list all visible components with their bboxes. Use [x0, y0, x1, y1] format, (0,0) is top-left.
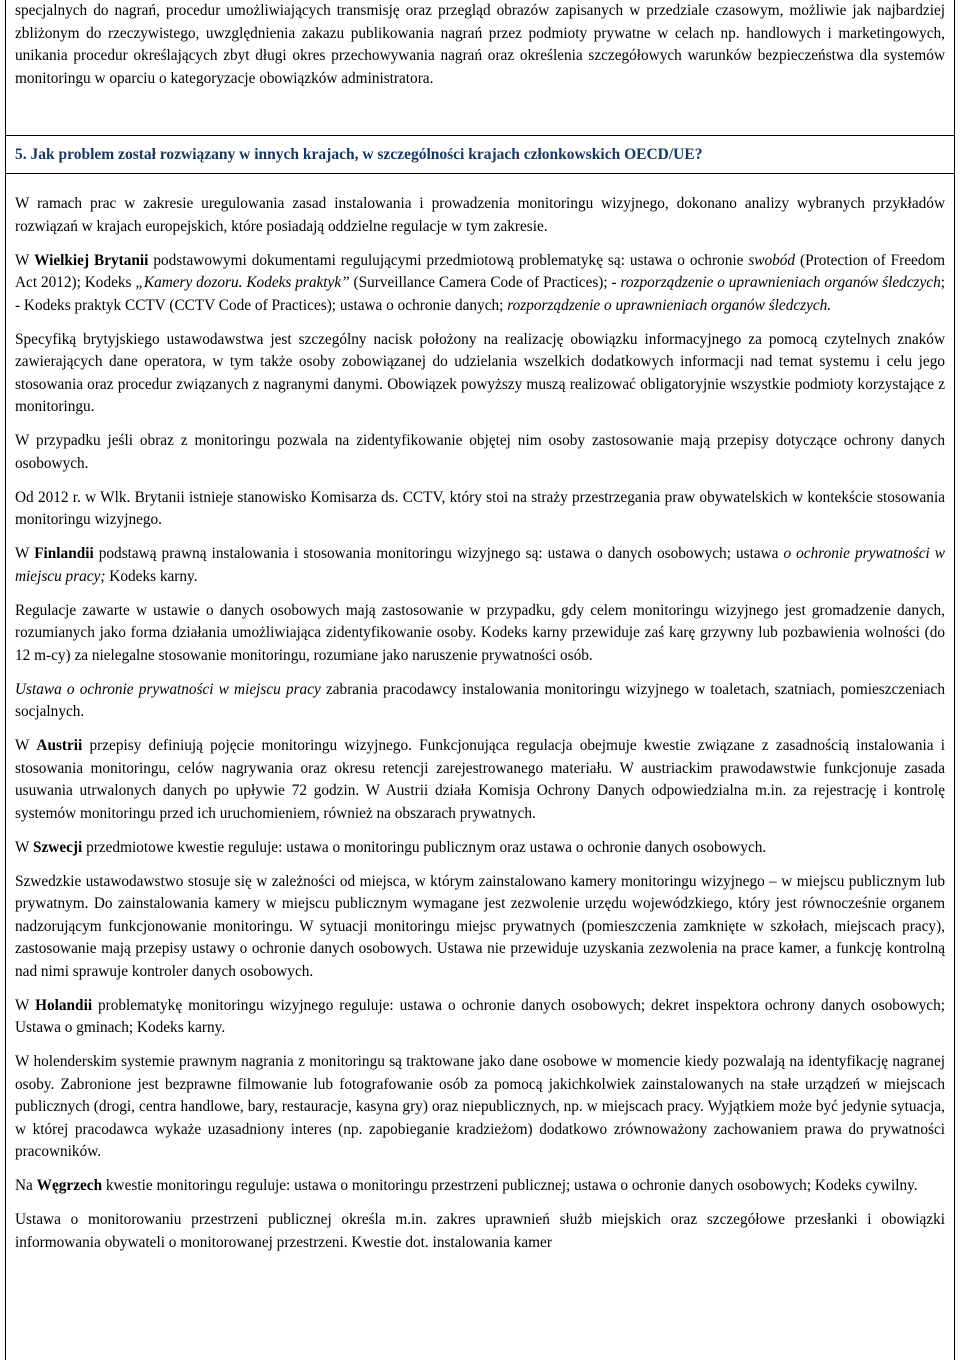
- section-content: [6, 193, 954, 1266]
- text-span: W: [15, 737, 37, 754]
- paragraph-sweden: [15, 837, 945, 860]
- text-span: ; - Kodeks praktyk CCTV (CCTV Code of Practices); ustawa o ochronie danych;: [15, 274, 945, 314]
- document-frame: [5, 0, 955, 1360]
- italic-span: rozporządzenie o uprawnieniach organów śledczych: [620, 274, 941, 291]
- paragraph-netherlands: [15, 995, 945, 1040]
- country-finland: Finlandii: [34, 545, 94, 562]
- text-span: W: [15, 838, 33, 856]
- paragraph-intro: W ramach prac w zakresie uregulowania zasad instalowania i prowadzenia monitoringu wizyjnego, dokonano analizy wybranych przykładów rozwiązań w krajach europejskich, które posiadają oddzielne regulacje w tym zakresie.: [15, 195, 945, 235]
- text-span: podstawowymi dokumentami regulującymi przedmiotową problematykę są: ustawa o ochronie: [148, 251, 749, 269]
- paragraph-finland-regulations: Regulacje zawarte w ustawie o danych osobowych mają zastosowanie w przypadku, gdy celem monitoringu wizyjnego jest gromadzenie danych, rozumianych jako forma działania umożliwiająca zidentyfikowanie osoby. Kodeks karny przewiduje zaś karę grzywny lub pozbawienia wolności (do 12 m-cy) za nielegalne stosowanie monitoringu, rozumiane jako naruszenie prywatności osób.: [15, 601, 945, 664]
- paragraph-austria: [15, 735, 945, 825]
- paragraph-finland-workplace: [15, 679, 945, 724]
- previous-section-text: specjalnych do nagrań, procedur umożliwiających transmisję oraz przegląd obrazów zapisanych w przedziale czasowym, możliwie jak najbardziej zbliżonym do rzeczywistego, uwzględnienia zakazu publikowania nagrań przez podmioty prywatne w celach np. handlowych i marketingowych, unikania procedur określających zbyt długi okres przechowywania nagrań oraz określenia szczegółowych warunków bezpieczeństwa dla systemów monitoringu w oparciu o kategoryzacje obowiązków administratora.: [15, 2, 945, 87]
- country-sweden: Szwecji: [33, 838, 83, 856]
- text-span: Kodeks karny.: [105, 567, 198, 585]
- text-span: zabrania pracodawcy instalowania monitoringu wizyjnego w toaletach, szatniach, pomieszczeniach socjalnych.: [15, 680, 945, 720]
- text-span: W: [15, 996, 36, 1014]
- text-span: przedmiotowe kwestie reguluje: ustawa o monitoringu publicznym oraz ustawa o ochronie danych osobowych.: [82, 838, 767, 856]
- text-span: przepisy definiują pojęcie monitoringu wizyjnego. Funkcjonująca regulacja obejmuje kwestie związane z zasadnością instalowania i stosowania monitoringu, celów nagrywania oraz okresu retencji zarejestrowanego materiału. W austriackim prawodawstwie funkcjonuje zasada usuwania utrwalonych danych po upływie 72 godzin. W Austrii działa Komisja Ochrony Danych odpowiedzialna m.in. za rejestrację i kontrolę systemów monitoringu przed ich uruchomieniem, również na obszarach prywatnych.: [15, 737, 945, 822]
- text-span: W: [15, 545, 35, 562]
- paragraph-uk-commissioner: Od 2012 r. w Wlk. Brytanii istnieje stanowisko Komisarza ds. CCTV, który stoi na straży przestrzegania praw obywatelskich w kontekście stosowania monitoringu wizyjnego.: [15, 488, 945, 528]
- text-span: problematykę monitoringu wizyjnego reguluje: ustawa o ochronie danych osobowych; dekret inspektora ochrony danych osobowych; Ustawa o gminach; Kodeks karny.: [15, 996, 945, 1036]
- country-austria: Austrii: [36, 737, 83, 754]
- italic-span: o ochronie prywatności w miejscu pracy;: [15, 545, 946, 585]
- country-netherlands: Holandii: [35, 996, 93, 1014]
- text-span: podstawą prawną instalowania i stosowania monitoringu wizyjnego są: ustawa o danych osobowych; ustawa: [93, 545, 784, 562]
- paragraph-sweden-details: Szwedzkie ustawodawstwo stosuje się w zależności od miejsca, w którym zainstalowano kamery monitoringu wizyjnego – w miejscu publicznym lub prywatnym. Do zainstalowania kamery w miejscu publicznym wymagane jest zezwolenie urzędu wojewódzkiego, który jest równocześnie organem nadzorującym funkcjonowanie monitoringu. W sytuacji monitoringu miejsc prywatnych (pomieszczenia zamknięte w szkołach, miejscach pracy), zastosowanie mają przepisy ustawy o ochronie danych osobowych. Ustawa nie przewiduje uzyskania zezwolenia na prace kamer, a funkcję kontrolną nad nimi sprawuje kontroler danych osobowych.: [15, 872, 945, 980]
- paragraph-netherlands-details: W holenderskim systemie prawnym nagrania z monitoringu są traktowane jako dane osobowe w momencie kiedy pozwalają na identyfikację nagranej osoby. Zabronione jest bezprawne filmowanie lub fotografowanie osób za pomocą jakichkolwiek zainstalowanych na stałe urządzeń w miejscach publicznych (drogi, centra handlowe, bary, restauracje, kasyna gry) oraz niepublicznych, np. w miejscach pracy. Wyjątkiem może być jedynie sytuacja, w której pracodawca wykaże uzasadniony interes (np. zapobieganie kradzieżom) dodatkowo zrównoważony zachowaniem prawa do prywatności pracowników.: [15, 1053, 945, 1160]
- paragraph-uk-data: W przypadku jeśli obraz z monitoringu pozwala na zidentyfikowanie objętej nim osoby zastosowanie mają przepisy dotyczące ochrony danych osobowych.: [15, 432, 945, 472]
- paragraph-finland: [15, 543, 945, 588]
- section-heading: 5. Jak problem został rozwiązany w innych krajach, w szczególności krajach członkowskich OECD/UE?: [6, 136, 954, 174]
- paragraph-uk-specifics: Specyfiką brytyjskiego ustawodawstwa jest szczególny nacisk położony na realizację obowiązku informacyjnego za pomocą czytelnych znaków zawierających dane operatora, w tym także osoby zobowiązanej do udzielania wszelkich dodatkowych informacji nad temat systemu i celu jego stosowania oraz procedur związanych z nagranymi danymi. Obowiązek powyższy muszą realizować obligatoryjnie wszystkie podmioty korzystające z monitoringu.: [15, 330, 945, 415]
- country-uk: Wielkiej Brytanii: [34, 251, 149, 269]
- italic-span: rozporządzenie o uprawnieniach organów śledczych.: [507, 296, 832, 314]
- paragraph-uk: [15, 250, 945, 318]
- italic-span: Ustawa o ochronie prywatności w miejscu pracy: [15, 680, 321, 698]
- text-span: W: [15, 251, 35, 269]
- text-span: (Protection of Freedom Act 2012); Kodeks: [15, 251, 945, 291]
- paragraph-hungary: [15, 1175, 945, 1198]
- paragraph-hungary-details: Ustawa o monitorowaniu przestrzeni publicznej określa m.in. zakres uprawnień służb miejskich oraz szczegółowe przesłanki i obowiązki informowania obywateli o monitorowanej przestrzeni. Kwestie dot. instalowania kamer: [15, 1211, 945, 1251]
- text-span: Na: [15, 1177, 37, 1194]
- previous-section-box: [6, 0, 954, 136]
- italic-span: „Kamery dozoru. Kodeks praktyk”: [135, 274, 350, 291]
- italic-span: swobód: [748, 251, 796, 269]
- text-span: kwestie monitoringu reguluje: ustawa o monitoringu przestrzeni publicznej; ustawa o ochronie danych osobowych; Kodeks cywilny.: [102, 1177, 918, 1194]
- text-span: (Surveillance Camera Code of Practices); -: [349, 274, 621, 291]
- country-hungary: Węgrzech: [36, 1177, 103, 1194]
